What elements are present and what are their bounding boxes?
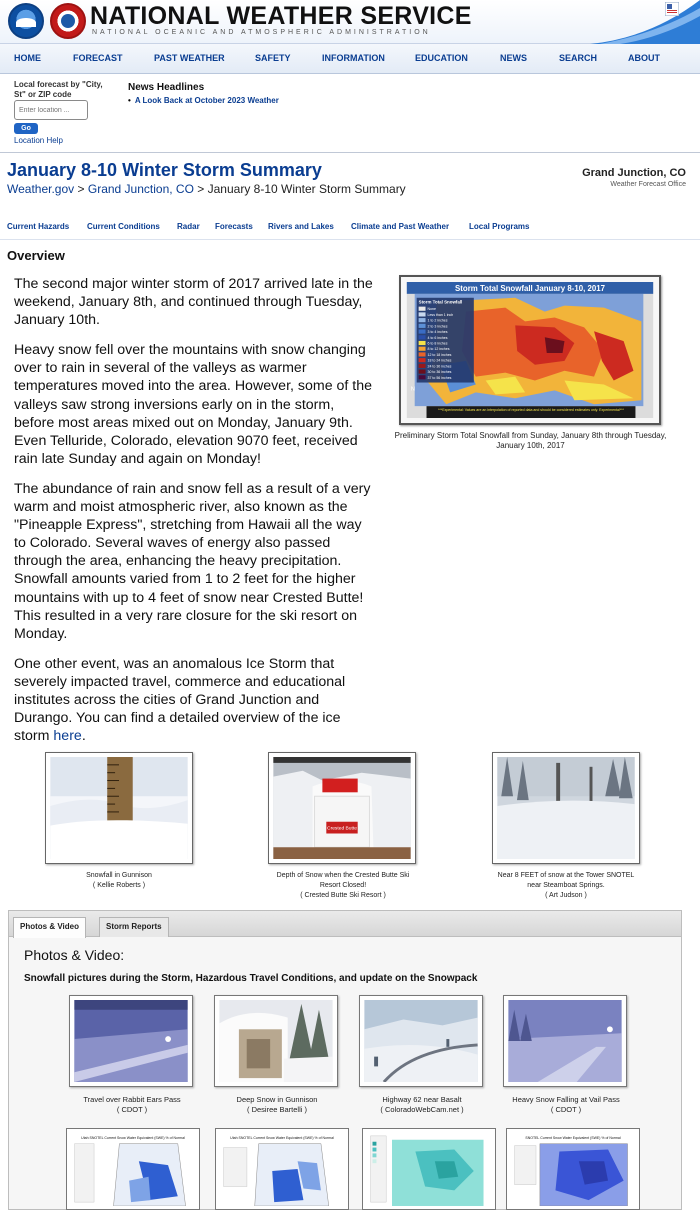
legend-label: 8 to 12 inches (427, 347, 450, 352)
tab-storm-reports[interactable]: Storm Reports (99, 917, 169, 937)
legend-label: 24 to 30 inches (427, 364, 452, 369)
legend-swatch (419, 347, 426, 351)
photo-crested-butte[interactable] (268, 752, 416, 864)
snotel-chart-title: Utah SNOTEL Current Snow Water Equivalent (SWE) % of Normal (230, 1135, 334, 1140)
photo-caption-tower-snotel (491, 871, 641, 901)
legend-swatch (419, 358, 426, 362)
legend-label: 1 to 2 inches (427, 318, 448, 323)
snotel-chart-3[interactable] (362, 1128, 496, 1210)
snotel-map-image (219, 1132, 345, 1206)
crested-butte-label: Crested Butte (327, 826, 357, 832)
tower-snotel-image (497, 757, 635, 859)
photo-credit: ( Crested Butte Ski Resort ) (300, 892, 386, 899)
office-subtitle: Weather Forecast Office (610, 181, 686, 188)
snotel-chart-title: SNOTEL Current Snow Water Equivalent (SWE) % of Normal (525, 1135, 621, 1140)
nav-about[interactable]: ABOUT (628, 53, 660, 63)
page-title: January 8-10 Winter Storm Summary (7, 160, 322, 180)
overview-paragraph: The second major winter storm of 2017 arrived late in the weekend, January 8th, and continued through Tuesday, January 10th. (14, 276, 373, 329)
legend-label: 3 to 4 inches (427, 330, 448, 335)
subnav-forecasts[interactable]: Forecasts (215, 222, 253, 231)
thumb-caption-text: Highway 62 near Basalt (382, 1095, 462, 1104)
snowfall-map-image (406, 282, 654, 418)
thumb-credit: ( CDOT ) (550, 1105, 582, 1114)
thumb-basalt[interactable] (359, 995, 483, 1087)
thumb-caption-rabbit-ears (62, 1095, 202, 1115)
photo-caption-text: Depth of Snow when the Crested Butte Ski Resort Closed! (276, 872, 410, 889)
rabbit-ears-image (74, 1000, 188, 1082)
thumb-credit: ( Desiree Bartelli ) (246, 1105, 307, 1114)
location-input[interactable] (14, 100, 88, 120)
photo-caption-text: Snowfall in Gunnison (86, 872, 152, 879)
subnav-climate[interactable]: Climate and Past Weather (351, 222, 450, 231)
go-button[interactable]: Go (14, 123, 38, 134)
legend-swatch (419, 370, 426, 374)
tab-subheading: Snowfall pictures during the Storm, Hazardous Travel Conditions, and update on the Snowpack (24, 973, 478, 984)
legend-swatch (419, 375, 426, 379)
legend-label: None (427, 307, 436, 312)
legend-label: 12 to 18 inches (427, 352, 452, 357)
overview-paragraph: Heavy snow fell over the mountains with snow changing over to rain in several of the valleys as warmer temperatures moved into the area. However, some of the valleys saw strong inversions early on in the storm, before most areas mixed out on Monday, January 9th. Even Telluride, Colorado, elevation 9070 feet, received rain late Sunday and again on Monday! (14, 342, 373, 467)
legend-swatch (419, 312, 426, 316)
header-divider (0, 152, 700, 153)
photo-credit: ( Art Judson ) (545, 892, 587, 899)
legend-swatch (419, 318, 426, 322)
legend-label: 37 to 56 inches (427, 375, 452, 380)
thumb-credit: ( CDOT ) (116, 1105, 148, 1114)
breadcrumb-separator: > (197, 182, 205, 196)
legend-label: 18 to 24 inches (427, 358, 452, 363)
thumb-credit: ( ColoradoWebCam.net ) (380, 1105, 464, 1114)
thumb-vail-pass[interactable] (503, 995, 627, 1087)
legend-label: 30 to 36 inches (427, 370, 452, 375)
thumb-gunnison[interactable] (214, 995, 338, 1087)
noaa-logo[interactable] (8, 3, 44, 39)
photo-gunnison[interactable] (45, 752, 193, 864)
legend-label: 2 to 3 inches (427, 324, 448, 329)
snotel-chart-4[interactable] (506, 1128, 640, 1210)
snotel-chart-1[interactable] (66, 1128, 200, 1210)
media-tab-panel (8, 910, 682, 1210)
legend-swatch (419, 341, 426, 345)
map-footnote: ***Experimental: Values are an interpolation of reported data and should be considered estimates only. Experimental*** (438, 408, 624, 413)
legend-swatch (419, 307, 426, 311)
nav-education[interactable]: EDUCATION (415, 53, 468, 63)
legend-label: 4 to 6 inches (427, 335, 448, 340)
photo-caption-gunnison (44, 871, 194, 891)
overview-text (14, 275, 376, 757)
breadcrumb-current: January 8-10 Winter Storm Summary (207, 182, 406, 196)
breadcrumb-weather-gov[interactable]: Weather.gov (7, 182, 75, 196)
breadcrumb-separator: > (77, 182, 85, 196)
nws-logo[interactable] (50, 3, 86, 39)
photo-caption-crested-butte (268, 871, 418, 901)
thumb-caption-vail-pass (496, 1095, 636, 1115)
top-nav (0, 44, 700, 74)
vail-pass-image (508, 1000, 622, 1082)
overview-paragraph: The abundance of rain and snow fell as a result of a very warm and moist atmospheric river, also known as the "Pineapple Express", stretching from Hawaii all the way to Colorado. Several waves of energy also passed through the area, enhancing the heavy precipitation. Snowfall amounts varied from 1 to 2 feet for the higher mountains with up to 4 feet of snow near Crested Butte! This resulted in a very rare closure for the ski resort on Monday. (14, 480, 371, 642)
header-banner (0, 0, 700, 44)
legend-swatch (419, 335, 426, 339)
nav-search[interactable]: SEARCH (559, 53, 598, 63)
bullet-icon: • (128, 96, 131, 105)
snotel-swe-map-image (510, 1132, 636, 1206)
tab-heading: Photos & Video: (24, 947, 125, 963)
thumb-rabbit-ears[interactable] (69, 995, 193, 1087)
nav-news[interactable]: NEWS (500, 53, 527, 63)
thumb-caption-text: Deep Snow in Gunnison (236, 1095, 318, 1104)
highway-62-image (364, 1000, 478, 1082)
header-swoosh (590, 0, 700, 44)
overview-heading: Overview (7, 248, 65, 263)
subnav-local-programs[interactable]: Local Programs (469, 222, 530, 231)
north-arrow-icon: N (410, 386, 416, 393)
photo-caption-text: Near 8 FEET of snow at the Tower SNOTEL near Steamboat Springs. (497, 872, 635, 889)
period: . (81, 728, 86, 745)
nav-safety[interactable]: SAFETY (255, 53, 291, 63)
news-item-link[interactable]: A Look Back at October 2023 Weather (134, 96, 279, 105)
legend-swatch (419, 364, 426, 368)
office-name: Grand Junction, CO (582, 167, 686, 179)
snotel-chart-2[interactable] (215, 1128, 349, 1210)
nav-information[interactable]: INFORMATION (322, 53, 385, 63)
gunnison-snow-image (50, 757, 188, 859)
site-title[interactable]: NATIONAL WEATHER SERVICE (90, 2, 472, 30)
flag-icon (665, 2, 679, 16)
subnav-radar[interactable]: Radar (177, 222, 200, 231)
thumb-caption-text: Heavy Snow Falling at Vail Pass (512, 1095, 620, 1104)
ice-storm-text: One other event, was an anomalous Ice Storm that severely impacted travel, commerce and educational institutes across the cities of Grand Junction and Durango. You can find a detailed overview of the ice storm (14, 655, 346, 745)
legend-label: 6 to 8 inches (427, 341, 448, 346)
nav-home[interactable]: HOME (14, 53, 41, 63)
thumb-caption-basalt (352, 1095, 492, 1115)
site-subtitle: NATIONAL OCEANIC AND ATMOSPHERIC ADMINISTRATION (92, 29, 431, 36)
legend-swatch (419, 324, 426, 328)
photo-credit: ( Kellie Roberts ) (92, 882, 146, 889)
local-forecast-label: Local forecast by "City, St" or ZIP code (14, 80, 103, 99)
sub-nav (0, 218, 700, 240)
deep-snow-gunnison-image (219, 1000, 333, 1082)
photo-tower-snotel[interactable] (492, 752, 640, 864)
ice-storm-link[interactable]: here (53, 728, 82, 745)
legend-label: Less than 1 inch (427, 312, 454, 317)
snow-depth-map-image (366, 1132, 492, 1206)
snotel-chart-title: Utah SNOTEL Current Snow Water Equivalent (SWE) % of Normal (81, 1135, 185, 1140)
map-legend-title: Storm Total Snowfall (418, 299, 463, 305)
map-title: Storm Total Snowfall January 8-10, 2017 (455, 283, 605, 293)
tab-photos-video[interactable]: Photos & Video (13, 917, 86, 938)
subnav-current-hazards[interactable]: Current Hazards (7, 222, 70, 231)
news-headlines-title: News Headlines (128, 82, 205, 93)
subnav-rivers-and-lakes[interactable]: Rivers and Lakes (268, 222, 334, 231)
overview-paragraph (14, 655, 376, 745)
nav-forecast[interactable]: FORECAST (73, 53, 123, 63)
location-help-link[interactable]: Location Help (14, 136, 63, 145)
news-item (128, 96, 279, 105)
crested-butte-image (273, 757, 411, 859)
snowfall-map[interactable] (399, 275, 661, 425)
breadcrumb-grand-junction[interactable]: Grand Junction, CO (87, 182, 194, 196)
breadcrumb (7, 182, 406, 196)
nav-past-weather[interactable]: PAST WEATHER (154, 53, 225, 63)
snotel-map-image (70, 1132, 196, 1206)
subnav-current-conditions[interactable]: Current Conditions (87, 222, 160, 231)
legend-swatch (419, 330, 426, 334)
legend-swatch (419, 352, 426, 356)
thumb-caption-gunnison (207, 1095, 347, 1115)
tab-strip (9, 911, 681, 937)
thumb-caption-text: Travel over Rabbit Ears Pass (83, 1095, 181, 1104)
map-caption: Preliminary Storm Total Snowfall from Sunday, January 8th through Tuesday, January 10th, 2017 (394, 431, 667, 450)
